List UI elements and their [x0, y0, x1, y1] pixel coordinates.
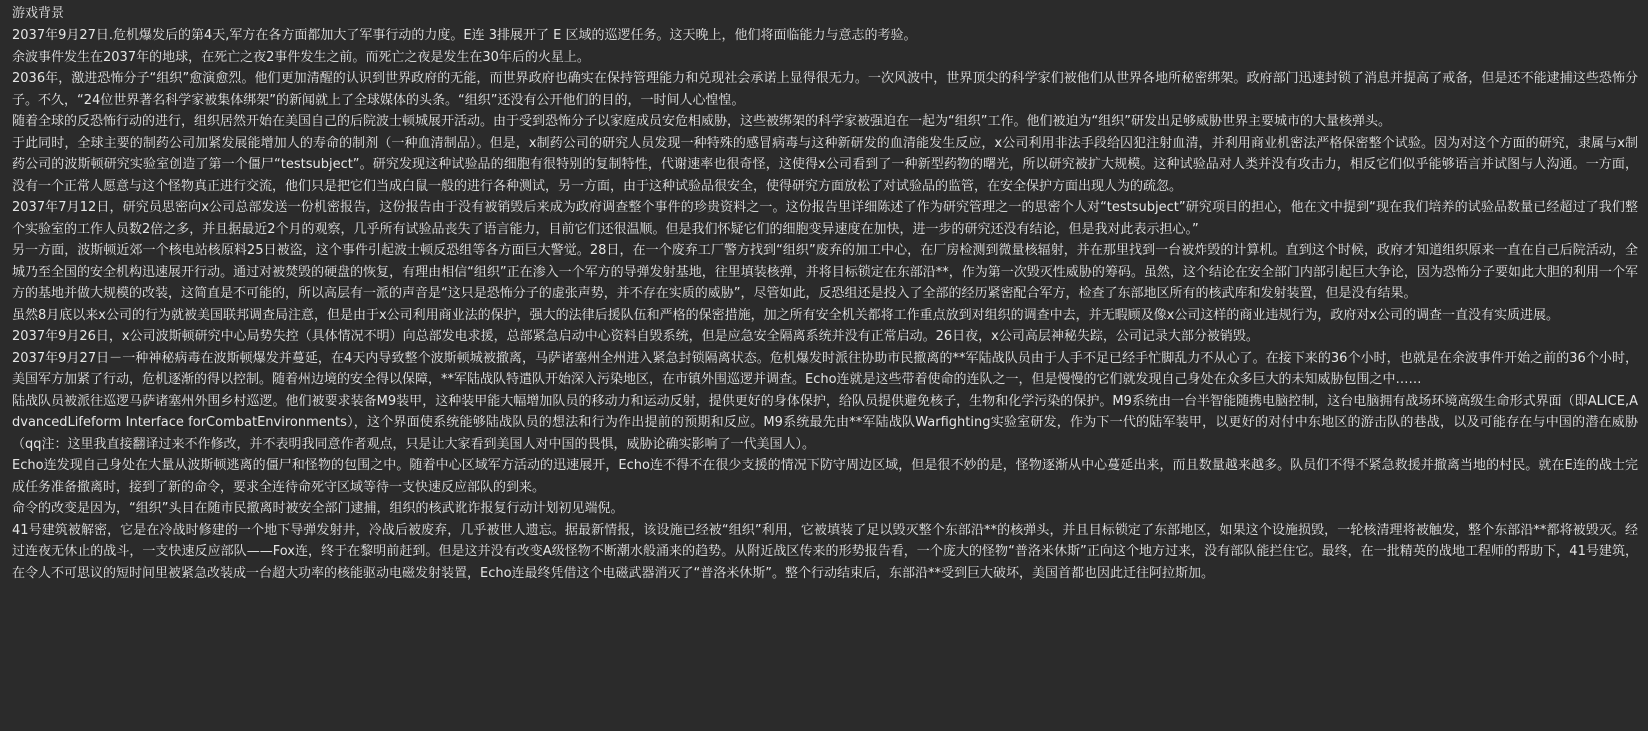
paragraph: 2037年9月26日，x公司波斯顿研究中心局势失控（具体情况不明）向总部发电求援，总部紧急启动中心资料自毁系统，但是应急安全隔离系统并没有正常启动。26日夜，x公司高层神秘失踪，公司记录大部分被销毁。: [12, 329, 1259, 344]
paragraph: 余波事件发生在2037年的地球，在死亡之夜2事件发生之前。而死亡之夜是发生在30年后的火星上。: [12, 49, 590, 65]
paragraph: 于此同时，全球主要的制药公司加紧发展能增加人的寿命的制剂（一种血清制品）。但是，x制药公司的研究人员发现一种特殊的感冒病毒与这种新研发的血清能发生反应，x公司利用非法手段给囚犯注射血清，并利用商业机密法严格保密整个试验。因为对这个方面的研究，隶属与x制药公司的波斯顿研究实验室创造了第一个僵尸“testsubject”。研究发现这种试验品的细胞有很特别的复制特性，代谢速率也很奇怪，这使得x公司看到了一种新型药物的曙光，所以研究被扩大规模。这种试验品对人类并没有攻击力，相反它们似乎能够语言并试图与人沟通。一方面，没有一个正常人愿意与这个怪物真正进行交流，他们只是把它们当成白鼠一般的进行各种测试，另一方面，由于这种试验品很安全，使得研究方面放松了对试验品的监管，在安全保护方面出现人为的疏忽。: [12, 135, 1638, 194]
paragraph: 41号建筑被解密，它是在冷战时修建的一个地下导弹发射井，冷战后被废弃，几乎被世人遗忘。据最新情报，该设施已经被“组织”利用，它被填装了足以毁灭整个东部沿**的核弹头，并且目标锁定了东部地区，如果这个设施损毁，一轮核清理将被触发，整个东部沿**都将被毁灭。经过连夜无休止的战斗，一支快速反应部队——Fox连，终于在黎明前赶到。但是这并没有改变A级怪物不断潮水般涌来的趋势。从附近战区传来的形势报告看，一个庞大的怪物“普洛米休斯”正向这个地方过来，没有部队能拦住它。最终，在一批精英的战地工程师的帮助下，41号建筑，在令人不可思议的短时间里被紧急改装成一台超大功率的核能驱动电磁发射装置，Echo连最终凭借这个电磁武器消灭了“普洛米休斯”。整个行动结束后，东部沿**受到巨大破坏，美国首都也因此迁往阿拉斯加。: [12, 522, 1638, 581]
page-title: 游戏背景: [12, 6, 65, 21]
paragraph: 随着全球的反恐怖行动的进行，组织居然开始在美国自己的后院波士顿城展开活动。由于受到恐怖分子以家庭成员安危相威胁，这些被绑架的科学家被强迫在一起为“组织”工作。他们被迫为“组织”研发出足够威胁世界主要城市的大量核弹头。: [12, 114, 1391, 129]
paragraph: 2037年9月27日.危机爆发后的第4天,军方在各方面都加大了军事行动的力度。E连 3排展开了 E 区域的巡逻任务。这天晚上，他们将面临能力与意志的考验。: [12, 28, 917, 43]
paragraph: 2037年9月27日－一种神秘病毒在波斯顿爆发并蔓延，在4天内导致整个波斯顿城被撤离，马萨诸塞州全州进入紧急封锁隔离状态。危机爆发时派往协助市民撤离的**军陆战队员由于人手不足已经手忙脚乱力不从心了。在接下来的36个小时，也就是在余波事件开始之前的36个小时，美国军方加紧了行动，危机逐渐的得以控制。随着州边境的安全得以保障，**军陆战队特遣队开始深入污染地区，在市镇外围巡逻并调查。Echo连就是这些带着使命的连队之一，但是慢慢的它们就发现自己身处在众多巨大的未知威胁包围之中……: [12, 350, 1638, 387]
background-text: [12, 25, 1638, 584]
paragraph: 陆战队员被派往巡逻马萨诸塞州外围乡村巡逻。他们被要求装备M9装甲，这种装甲能大幅增加队员的移动力和运动反射，提供更好的身体保护，给队员提供避免核子，生物和化学污染的保护。M9系统由一台半智能随携电脑控制，这台电脑拥有战场环境高级生命形式界面（即ALICE,AdvancedLifeform Interface forCombatEnvironments），这个界面使系统能够陆战队员的想法和行为作出提前的预期和反应。M9系统最先由**军陆战队Warfighting实验室研发，作为下一代的陆军装甲，以更好的对付中东地区的游击队的巷战，以及可能存在与中国的潜在威胁（qq注：这里我直接翻译过来不作修改，并不表明我同意作者观点，只是让大家看到美国人对中国的畏惧，威胁论确实影响了一代美国人）。: [12, 393, 1638, 452]
paragraph: 虽然8月底以来x公司的行为就被美国联邦调查局注意，但是由于x公司利用商业法的保护，强大的法律后援队伍和严格的保密措施，加之所有安全机关都将工作重点放到对组织的调查中去，并无暇顾及像x公司这样的商业违规行为，政府对x公司的调查一直没有实质进展。: [12, 307, 1560, 323]
document: [12, 2, 1638, 584]
paragraph: 命令的改变是因为，“组织”头目在随市民撤离时被安全部门逮捕，组织的核武讹诈报复行动计划初见端倪。: [12, 501, 624, 516]
paragraph: 2036年，激进恐怖分子“组织”愈演愈烈。他们更加清醒的认识到世界政府的无能，而世界政府也确实在保持管理能力和兑现社会承诺上显得很无力。一次风波中，世界顶尖的科学家们被他们从世界各地所秘密绑架。政府部门迅速封锁了消息并提高了戒备，但是还不能逮捕这些恐怖分子。不久，“24位世界著名科学家被集体绑架”的新闻就上了全球媒体的头条。“组织”还没有公开他们的目的，一时间人心惶惶。: [12, 71, 1638, 108]
paragraph: 2037年7月12日，研究员思密向x公司总部发送一份机密报告，这份报告由于没有被销毁后来成为政府调查整个事件的珍贵资料之一。这份报告里详细陈述了作为研究管理之一的思密个人对“testsubject”研究项目的担心，他在文中提到“现在我们培养的试验品数量已经超过了我们整个实验室的工作人员数2倍之多，并且据最近2个月的观察，几乎所有试验品丧失了语言能力，目前它们还很温顺。但是我们怀疑它们的细胞变异速度在加快，进一步的研究还没有结论，但是我对此表示担心。”: [12, 200, 1638, 237]
paragraph: Echo连发现自己身处在大量从波斯顿逃离的僵尸和怪物的包围之中。随着中心区域军方活动的迅速展开，Echo连不得不在很少支援的情况下防守周边区域，但是很不妙的是，怪物逐渐从中心蔓延出来，而且数量越来越多。队员们不得不紧急救援并撤离当地的村民。就在E连的战士完成任务准备撤离时，接到了新的命令，要求全连待命死守区域等待一支快速反应部队的到来。: [12, 458, 1638, 495]
paragraph: 另一方面，波斯顿近郊一个核电站核原料25日被盗，这个事件引起波士顿反恐组等各方面巨大警觉。28日，在一个废弃工厂警方找到“组织”废弃的加工中心，在厂房检测到微量核辐射，并在那里找到一台被炸毁的计算机。直到这个时候，政府才知道组织原来一直在自己后院活动，全城乃至全国的安全机构迅速展开行动。通过对被焚毁的硬盘的恢复，有理由相信“组织”正在渗入一个军方的导弹发射基地，往里填装核弹，并将目标锁定在东部沿**，作为第一次毁灭性威胁的筹码。虽然，这个结论在安全部门内部引起巨大争论，因为恐怖分子要如此大胆的利用一个军方的基地并做大规模的改装，这简直是不可能的，所以高层有一派的声音是“这只是恐怖分子的虚张声势，并不存在实质的威胁”，尽管如此，反恐组还是投入了全部的经历紧密配合军方，检查了东部地区所有的核武库和发射装置，但是没有结果。: [12, 243, 1638, 301]
